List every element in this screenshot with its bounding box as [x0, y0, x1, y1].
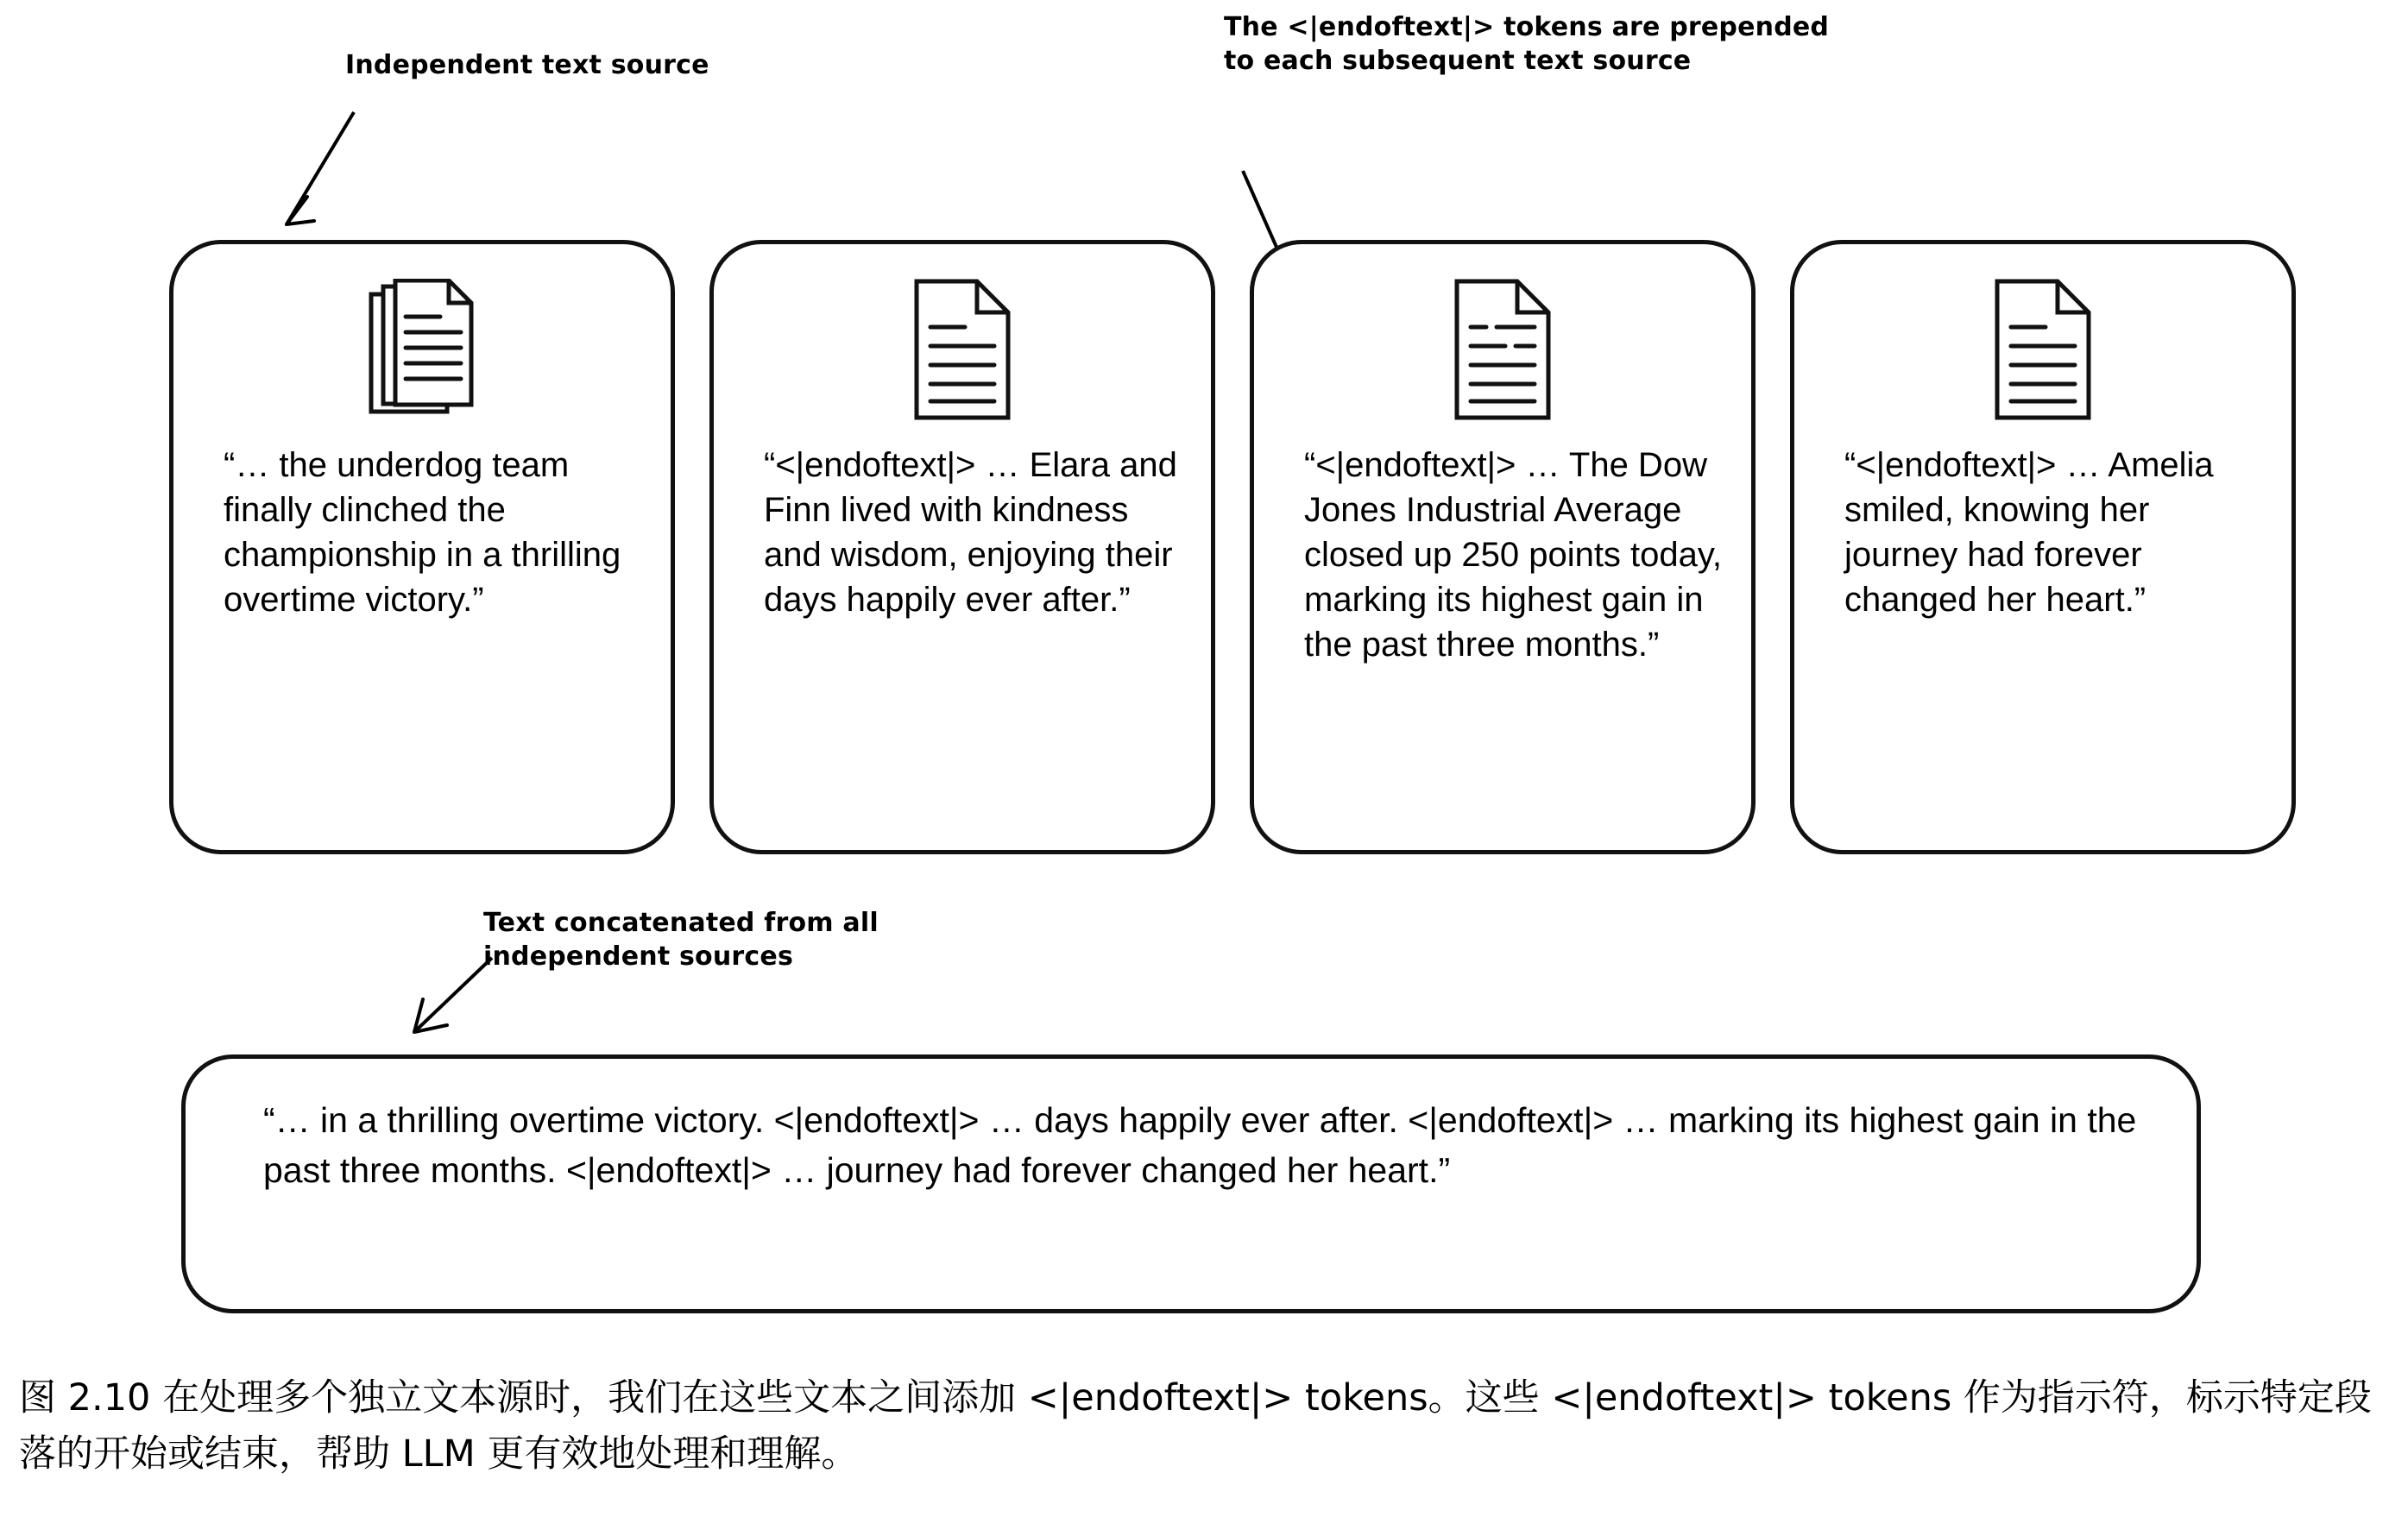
arrow-concatenated	[397, 949, 535, 1053]
text-source-card-4	[1790, 240, 2296, 854]
annotation-endoftext-prepended: The <|endoftext|> tokens are prepended to each subsequent text source	[1224, 12, 1830, 76]
document-icon	[911, 279, 1013, 421]
text-source-body-1: “… the underdog team finally clinched the championship in a thrilling overtime victory.”	[224, 446, 621, 619]
text-source-body-3: “<|endoftext|> … The Dow Jones Industrial Average closed up 250 points today, marking its highest gain in the past three months.”	[1304, 446, 1723, 664]
document-icon	[1992, 279, 2094, 421]
text-source-body-4: “<|endoftext|> … Amelia smiled, knowing her journey had forever changed her heart.”	[1844, 446, 2214, 619]
text-source-card-1	[169, 240, 675, 854]
document-stack-icon	[366, 279, 478, 430]
annotation-independent-text-source: Independent text source	[345, 50, 709, 80]
annotation-concatenated-text: Text concatenated from all independent sources	[483, 908, 879, 972]
text-source-card-2	[709, 240, 1215, 854]
text-source-body-2: “<|endoftext|> … Elara and Finn lived with kindness and wisdom, enjoying their days happily ever after.”	[764, 446, 1177, 619]
text-source-card-row	[169, 240, 2266, 854]
concatenated-text-box	[181, 1054, 2201, 1313]
text-source-card-3	[1250, 240, 1756, 854]
document-icon	[1452, 279, 1554, 421]
figure-caption: 图 2.10 在处理多个独立文本源时，我们在这些文本之间添加 <|endoftext|> tokens。这些 <|endoftext|> tokens 作为指示符，标示特定段落的开始或结束，帮助 LLM 更有效地处理和理解。	[19, 1376, 2372, 1476]
concatenated-text-body: “… in a thrilling overtime victory. <|endoftext|> … days happily ever after. <|endoftext|> … marking its highest gain in the past three months. <|endoftext|> … journey had forever changed her heart.”	[263, 1100, 2137, 1191]
